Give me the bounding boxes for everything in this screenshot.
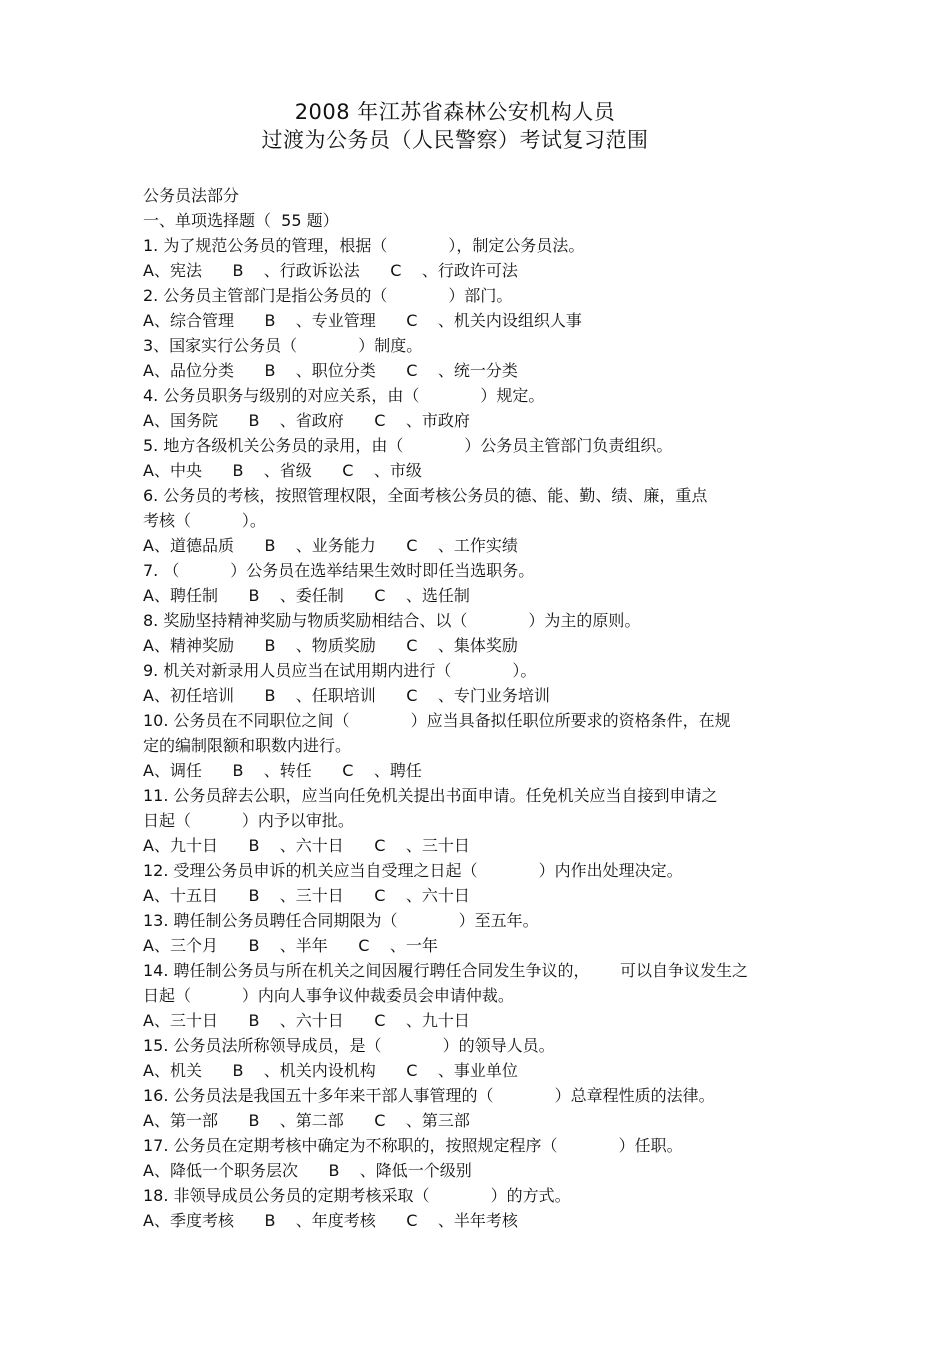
options-15: A、机关 B 、机关内设机构 C 、事业单位 <box>143 1061 518 1080</box>
question-10-continued: 定的编制限额和职数内进行。 <box>143 736 352 755</box>
options-5: A、中央 B 、省级 C 、市级 <box>143 461 422 480</box>
question-11: 11. 公务员辞去公职，应当向任免机关提出书面申请。任免机关应当自接到申请之 <box>143 786 718 805</box>
subsection-heading: 一、单项选择题（ 55 题） <box>143 211 339 230</box>
question-11-continued: 日起（ ）内予以审批。 <box>143 811 354 830</box>
options-12: A、十五日 B 、三十日 C 、六十日 <box>143 886 470 905</box>
options-4: A、国务院 B 、省政府 C 、市政府 <box>143 411 470 430</box>
question-12: 12. 受理公务员申诉的机关应当自受理之日起（ ）内作出处理决定。 <box>143 861 683 880</box>
question-16: 16. 公务员法是我国五十多年来干部人事管理的（ ）总章程性质的法律。 <box>143 1086 715 1105</box>
question-3: 3、国家实行公务员（ ）制度。 <box>143 336 423 355</box>
options-6: A、道德品质 B 、业务能力 C 、工作实绩 <box>143 536 518 555</box>
options-13: A、三个月 B 、半年 C 、一年 <box>143 936 438 955</box>
section-heading: 公务员法部分 <box>143 186 240 205</box>
options-7: A、聘任制 B 、委任制 C 、选任制 <box>143 586 470 605</box>
question-4: 4. 公务员职务与级别的对应关系，由（ ）规定。 <box>143 386 545 405</box>
options-14: A、三十日 B 、六十日 C 、九十日 <box>143 1011 470 1030</box>
options-9: A、初任培训 B 、任职培训 C 、专门业务培训 <box>143 686 550 705</box>
title-line-2: 过渡为公务员（人民警察）考试复习范围 <box>261 128 649 152</box>
question-14: 14. 聘任制公务员与所在机关之间因履行聘任合同发生争议的， 可以自争议发生之 <box>143 961 749 980</box>
question-2: 2. 公务员主管部门是指公务员的（ ）部门。 <box>143 286 513 305</box>
document-title <box>0 98 910 154</box>
title-line-1: 2008 年江苏省森林公安机构人员 <box>294 100 616 124</box>
question-6-continued: 考核（ ）。 <box>143 511 266 530</box>
options-16: A、第一部 B 、第二部 C 、第三部 <box>143 1111 470 1130</box>
question-9: 9. 机关对新录用人员应当在试用期内进行（ ）。 <box>143 661 537 680</box>
question-6: 6. 公务员的考核，按照管理权限，全面考核公务员的德、能、勤、绩、廉，重点 <box>143 486 708 505</box>
options-18: A、季度考核 B 、年度考核 C 、半年考核 <box>143 1211 518 1230</box>
question-18: 18. 非领导成员公务员的定期考核采取（ ）的方式。 <box>143 1186 571 1205</box>
document-body <box>143 183 823 1233</box>
question-14-continued: 日起（ ）内向人事争议仲裁委员会申请仲裁。 <box>143 986 514 1005</box>
options-1: A、宪法 B 、行政诉讼法 C 、行政许可法 <box>143 261 518 280</box>
question-8: 8. 奖励坚持精神奖励与物质奖励相结合、以（ ）为主的原则。 <box>143 611 641 630</box>
options-10: A、调任 B 、转任 C 、聘任 <box>143 761 422 780</box>
question-5: 5. 地方各级机关公务员的录用，由（ ）公务员主管部门负责组织。 <box>143 436 673 455</box>
options-2: A、综合管理 B 、专业管理 C 、机关内设组织人事 <box>143 311 582 330</box>
options-11: A、九十日 B 、六十日 C 、三十日 <box>143 836 470 855</box>
question-17: 17. 公务员在定期考核中确定为不称职的，按照规定程序（ ）任职。 <box>143 1136 683 1155</box>
options-8: A、精神奖励 B 、物质奖励 C 、集体奖励 <box>143 636 518 655</box>
question-13: 13. 聘任制公务员聘任合同期限为（ ）至五年。 <box>143 911 539 930</box>
question-10: 10. 公务员在不同职位之间（ ）应当具备拟任职位所要求的资格条件，在规 <box>143 711 731 730</box>
question-7: 7. （ ）公务员在选举结果生效时即任当选职务。 <box>143 561 535 580</box>
question-15: 15. 公务员法所称领导成员，是（ ）的领导人员。 <box>143 1036 555 1055</box>
options-17: A、降低一个职务层次 B 、降低一个级别 <box>143 1161 472 1180</box>
options-3: A、品位分类 B 、职位分类 C 、统一分类 <box>143 361 518 380</box>
question-1: 1. 为了规范公务员的管理，根据（ ），制定公务员法。 <box>143 236 585 255</box>
